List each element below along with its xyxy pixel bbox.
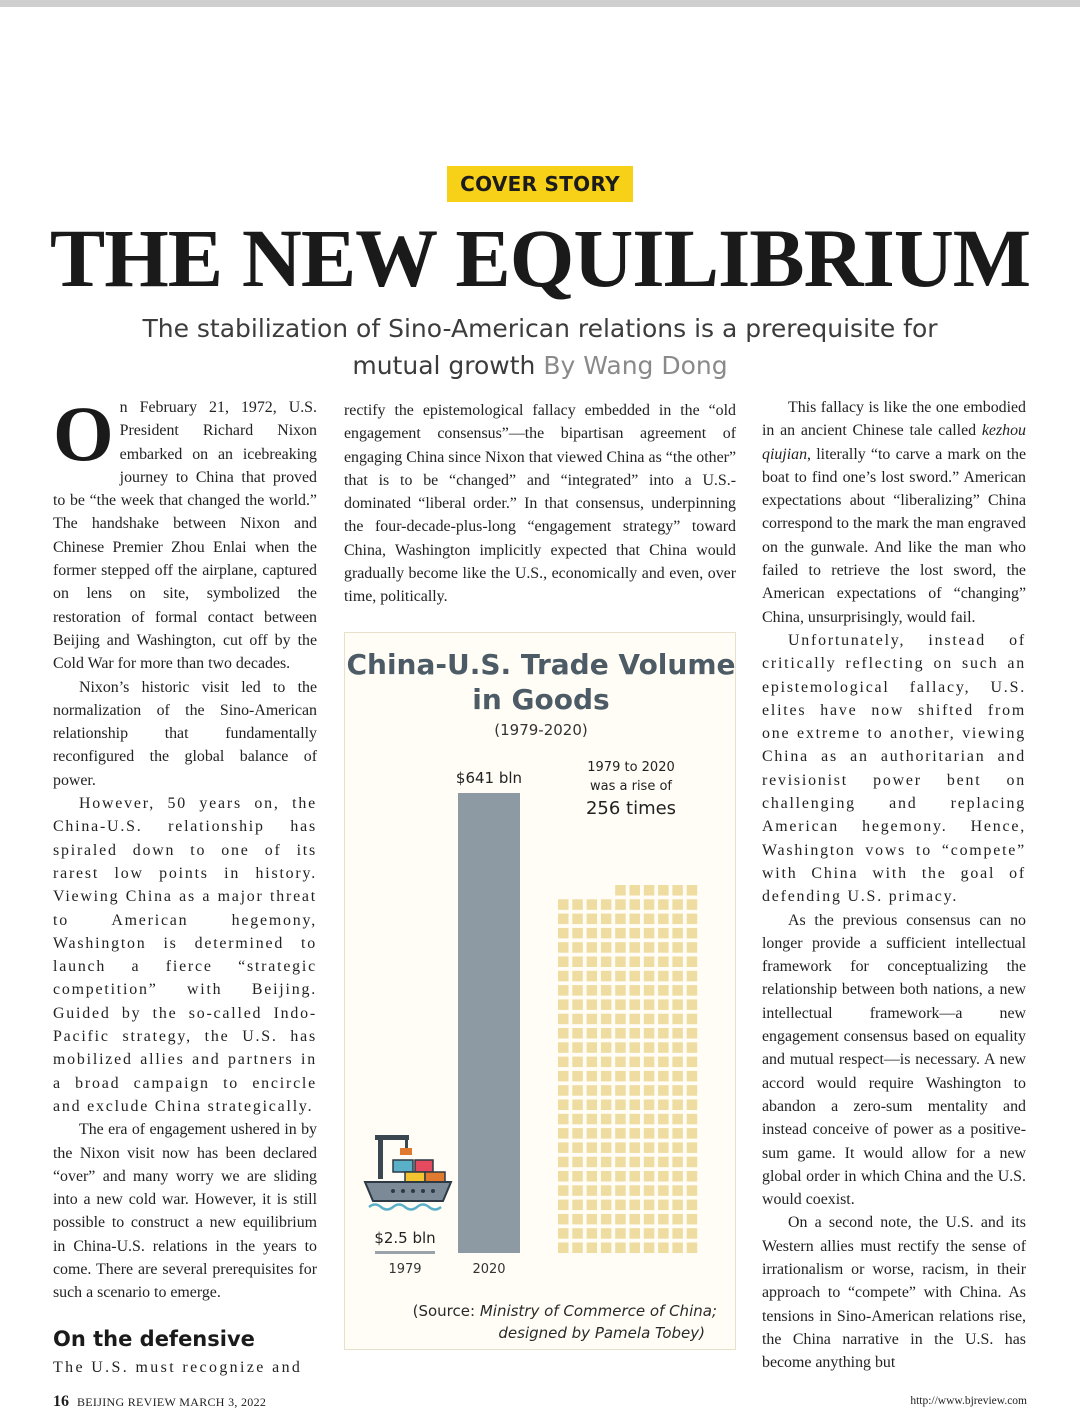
growth-block [644,942,655,953]
growth-block [587,1128,598,1139]
growth-block [644,1243,655,1254]
growth-block [687,914,698,925]
growth-block [601,1014,612,1024]
growth-block [587,1071,598,1082]
growth-block [601,1228,612,1239]
growth-block [587,1028,598,1039]
growth-block [687,999,698,1010]
growth-block [615,1214,626,1225]
growth-block [601,1085,612,1096]
growth-block [672,928,683,939]
growth-block [644,999,655,1010]
growth-block [672,1114,683,1125]
growth-block [658,914,669,925]
paragraph: The U.S. must recognize and [53,1358,303,1376]
article-column-2 [344,399,736,609]
growth-block [587,1100,598,1111]
growth-block [601,1171,612,1182]
growth-block [630,971,641,982]
growth-block [572,1114,583,1125]
growth-block [658,1243,669,1254]
paragraph: On a second note, the U.S. and its Western allies must rectify the sense of irrationalism or worse, racism, in their approach to “compete” with China. As tensions in Sino-American relations rise, the China narrative in the U.S. has become anything but [762,1214,1026,1372]
growth-block [630,1071,641,1082]
deck-text: The stabilization of Sino-American relations is a prerequisite for mutual growth [142,314,938,380]
growth-block [672,1057,683,1068]
growth-block [672,1142,683,1153]
deck [110,310,970,384]
growth-block [558,1042,569,1053]
growth-block [558,1014,569,1024]
growth-block [658,957,669,968]
paragraph-text: n February 21, 1972, U.S. President Richard Nixon embarked on an icebreaking journey to China that proved to be “the week that changed the world.” The handshake between Nixon and Chinese Premier Zhou Enlai when the former stepped off the airplane, captured on lens on site, symbolized the restoration of formal contact between Beijing and Washington, cut off by the Cold War for more than two decades. [53,399,317,673]
growth-block [658,1171,669,1182]
bar-2020 [458,793,520,1253]
publication-line: BEIJING REVIEW MARCH 3, 2022 [77,1395,267,1409]
growth-block [587,1142,598,1153]
growth-block [687,1214,698,1225]
growth-block [601,971,612,982]
growth-block [615,1100,626,1111]
growth-block [687,1071,698,1082]
growth-block [572,999,583,1010]
growth-block [630,1042,641,1053]
subheading: On the defensive [53,1326,255,1351]
cargo-ship-icon [365,1135,451,1210]
growth-block [601,957,612,968]
growth-block [630,928,641,939]
growth-block [615,1142,626,1153]
growth-block [558,1228,569,1239]
growth-block [572,1185,583,1196]
growth-block [687,1028,698,1039]
growth-block [601,1028,612,1039]
growth-block [615,914,626,925]
growth-block [558,1171,569,1182]
growth-block [658,1228,669,1239]
growth-block [558,1157,569,1168]
growth-block [587,899,598,910]
growth-block [615,985,626,996]
growth-block [644,1114,655,1125]
growth-block [644,1014,655,1024]
growth-block [558,1071,569,1082]
growth-block [558,971,569,982]
growth-block [601,1057,612,1068]
growth-block [601,928,612,939]
growth-block [630,1085,641,1096]
growth-block [672,1214,683,1225]
growth-block [658,1071,669,1082]
growth-block [615,1042,626,1053]
growth-block [644,1142,655,1153]
growth-block [687,1142,698,1153]
growth-block [687,971,698,982]
growth-block [587,1085,598,1096]
growth-block [672,1228,683,1239]
chart-plot [345,633,737,1351]
growth-block [601,1214,612,1225]
growth-block [615,1243,626,1254]
growth-block [672,1042,683,1053]
growth-block [644,1100,655,1111]
annotation-line: was a rise of [590,779,672,794]
growth-block [644,1028,655,1039]
growth-block [615,1157,626,1168]
growth-block [644,899,655,910]
growth-block [572,914,583,925]
growth-block [687,1014,698,1024]
growth-block [572,1028,583,1039]
growth-block [658,1014,669,1024]
paragraph [53,390,317,676]
growth-block [601,1100,612,1111]
x-tick-label: 2020 [472,1262,506,1277]
growth-block [572,1228,583,1239]
growth-block [658,1142,669,1153]
growth-block [601,1243,612,1254]
growth-block [558,1057,569,1068]
growth-block [615,899,626,910]
growth-block [644,957,655,968]
growth-block [687,899,698,910]
growth-block [572,1214,583,1225]
growth-block [672,1028,683,1039]
growth-block [672,1014,683,1024]
growth-block [558,1243,569,1254]
growth-block [644,971,655,982]
growth-block [687,1100,698,1111]
bar-1979 [375,1251,435,1254]
growth-block [615,1057,626,1068]
chinese-term: kezhou qiujian [762,422,1026,463]
growth-block [630,1100,641,1111]
section-kicker: COVER STORY [447,166,633,202]
growth-block [587,957,598,968]
growth-block [658,1114,669,1125]
growth-block [615,1200,626,1211]
growth-block [587,1114,598,1125]
growth-block [572,1014,583,1024]
growth-block [672,914,683,925]
growth-block [630,1228,641,1239]
growth-block [644,1171,655,1182]
byline: By Wang Dong [543,351,728,380]
growth-block [572,985,583,996]
growth-block [644,985,655,996]
growth-block [630,1157,641,1168]
growth-block [658,1100,669,1111]
growth-block [644,885,655,896]
growth-block [587,985,598,996]
growth-block [644,1042,655,1053]
growth-block [601,999,612,1010]
growth-block [672,957,683,968]
growth-block [687,942,698,953]
growth-block [572,928,583,939]
growth-block [615,957,626,968]
growth-block [587,1042,598,1053]
designer-note: designed by Pamela Tobey) [498,1324,705,1342]
growth-block [615,1185,626,1196]
growth-block [601,899,612,910]
growth-block [672,1128,683,1139]
growth-block [601,1128,612,1139]
growth-block [658,1028,669,1039]
page-footer [53,1393,1027,1415]
growth-block [558,1200,569,1211]
growth-block [587,971,598,982]
growth-block [658,942,669,953]
growth-block [615,999,626,1010]
growth-block [658,971,669,982]
growth-block [644,1057,655,1068]
growth-block [644,1200,655,1211]
growth-block [644,914,655,925]
chart-title: China-U.S. Trade Volume in Goods [346,648,736,716]
growth-block [630,1171,641,1182]
growth-block [587,914,598,925]
x-tick-label: 1979 [388,1262,422,1277]
growth-block [558,914,569,925]
growth-block [601,1200,612,1211]
growth-block [558,1185,569,1196]
growth-block [615,885,626,896]
growth-block [672,971,683,982]
paragraph: This fallacy is like the one embodied in an ancient Chinese tale called kezhou qiujian, literally “to carve a mark on the boat to find one’s lost sword.” American expectations about “liberalizing” China correspond to the mark the man engraved on the gunwale. And like the man who failed to retrieve the lost sword, the American expectations of “changing” China, unsurprisingly, would fail. [762,399,1026,626]
growth-block [672,1200,683,1211]
growth-block [615,1028,626,1039]
growth-block [601,1185,612,1196]
growth-block [630,1028,641,1039]
growth-block [630,1200,641,1211]
annotation-line: 1979 to 2020 [587,760,675,775]
growth-block [644,928,655,939]
growth-block [644,1071,655,1082]
growth-block [687,957,698,968]
growth-block [572,1128,583,1139]
bar-value-label: $641 bln [455,769,523,787]
growth-block [672,1085,683,1096]
paragraph: Unfortunately, instead of critically reflecting on such an epistemological fallacy, U.S. elites have now shifted from one extreme to another, viewing China as an authoritarian and revisionist power bent on challenging and replacing American hegemony. Hence, Washington vows to “compete” with China with the goal of defending U.S. primacy. [762,631,1026,906]
growth-block [587,1243,598,1254]
growth-block [601,985,612,996]
trade-volume-chart [344,632,736,1350]
growth-block [587,1200,598,1211]
growth-block [615,1171,626,1182]
growth-block [558,899,569,910]
growth-block [658,985,669,996]
growth-block [630,999,641,1010]
growth-block [644,1228,655,1239]
growth-block [587,942,598,953]
growth-block [630,942,641,953]
bar-value-label: $2.5 bln [374,1229,436,1247]
growth-block [558,1100,569,1111]
growth-block [630,1185,641,1196]
growth-block [558,942,569,953]
growth-block [601,1114,612,1125]
growth-block [687,1228,698,1239]
growth-block [587,928,598,939]
growth-block [644,1157,655,1168]
top-rule [0,0,1080,7]
growth-block [615,1228,626,1239]
growth-block [615,928,626,939]
growth-block [558,1214,569,1225]
growth-block [558,957,569,968]
growth-block [558,985,569,996]
growth-block [672,1071,683,1082]
growth-block [572,1142,583,1153]
growth-block [687,1185,698,1196]
growth-block [672,1157,683,1168]
growth-block [587,1057,598,1068]
growth-block [672,899,683,910]
growth-block [601,1142,612,1153]
source-note: (Source: Ministry of Commerce of China; [412,1302,717,1320]
paragraph: Nixon’s historic visit led to the normalization of the Sino-American relationship that fundamentally reconfigured the global balance of power. [53,678,317,789]
article-column-3 [762,396,1026,1374]
growth-block [572,1085,583,1096]
growth-block [658,1042,669,1053]
growth-block [601,942,612,953]
growth-block [572,899,583,910]
growth-block [572,1057,583,1068]
growth-block [672,999,683,1010]
growth-block [558,1142,569,1153]
growth-block [572,1071,583,1082]
growth-block [572,1042,583,1053]
growth-block [615,1071,626,1082]
growth-block [672,985,683,996]
chart-subtitle: (1979-2020) [494,721,588,739]
growth-block [601,1071,612,1082]
growth-block [658,1157,669,1168]
growth-block [601,1157,612,1168]
growth-block [672,1243,683,1254]
growth-block [615,971,626,982]
growth-block [558,1114,569,1125]
growth-block [615,942,626,953]
growth-block [587,1185,598,1196]
growth-block [615,1014,626,1024]
paragraph: The era of engagement ushered in by the Nixon visit now has been declared “over” and many worry we are sliding into a new cold war. However, it is still possible to construct a new equilibrium in China-U.S. relations in the years to come. There are several prerequisites for such a scenario to emerge. [53,1121,317,1302]
growth-block [672,885,683,896]
growth-block [644,1214,655,1225]
growth-block [644,1128,655,1139]
growth-block [630,899,641,910]
growth-block [687,1085,698,1096]
growth-block [601,1042,612,1053]
headline: THE NEW EQUILIBRIUM [49,212,1031,304]
growth-block [630,885,641,896]
annotation-emphasis: 256 times [585,798,677,819]
growth-block [572,971,583,982]
growth-block [630,1142,641,1153]
growth-block [630,1243,641,1254]
growth-block [587,1157,598,1168]
growth-block [687,1042,698,1053]
article-column-1 [53,390,317,1379]
growth-block [672,1171,683,1182]
growth-block [615,1085,626,1096]
growth-block [630,914,641,925]
growth-block [572,1100,583,1111]
growth-block [630,1114,641,1125]
growth-block [687,1128,698,1139]
growth-block [658,1214,669,1225]
growth-block [630,1057,641,1068]
growth-block [687,1057,698,1068]
growth-block [687,1243,698,1254]
growth-block [615,1114,626,1125]
growth-block [658,899,669,910]
paragraph: However, 50 years on, the China-U.S. relationship has spiraled down to one of its rarest low points in history. Viewing China as a major threat to American hegemony, Washington is determined to launch a fierce “strategic competition” with Beijing. Guided by the so-called Indo-Pacific strategy, the U.S. has mobilized allies and partners in a broad campaign to encircle and exclude China strategically. [53,795,317,1115]
growth-block [687,985,698,996]
growth-block [630,957,641,968]
growth-block [658,1057,669,1068]
growth-block [601,914,612,925]
growth-block [687,1200,698,1211]
growth-block [587,1014,598,1024]
growth-block [572,957,583,968]
growth-block [687,885,698,896]
growth-block [572,1171,583,1182]
growth-block [587,1214,598,1225]
growth-block [658,885,669,896]
growth-block [644,1185,655,1196]
growth-block [572,1243,583,1254]
growth-block [658,928,669,939]
growth-block [558,999,569,1010]
growth-block [687,1157,698,1168]
page-number: 16 [53,1393,69,1410]
drop-cap: O [53,390,114,477]
growth-block [672,942,683,953]
footer-url: http://www.bjreview.com [910,1395,1027,1407]
growth-block [630,1214,641,1225]
growth-block [615,1128,626,1139]
growth-block [558,1085,569,1096]
growth-block [587,1171,598,1182]
growth-block [658,1200,669,1211]
growth-block [672,1185,683,1196]
growth-block [658,999,669,1010]
growth-block [572,1200,583,1211]
growth-block [658,1128,669,1139]
growth-block [672,1100,683,1111]
growth-block [687,928,698,939]
growth-block [630,985,641,996]
growth-block [687,1114,698,1125]
growth-block [558,928,569,939]
growth-block [658,1185,669,1196]
growth-block [644,1085,655,1096]
growth-block [587,1228,598,1239]
growth-block [572,942,583,953]
growth-block [658,1085,669,1096]
growth-block [558,1028,569,1039]
growth-block [572,1157,583,1168]
paragraph: As the previous consensus can no longer provide a sufficient intellectual framework for conceptualizing the relationship between both nations, a new intellectual framework—a new engagement consensus based on equality and mutual respect—is necessary. A new accord would require Washington to abandon a zero-sum mentality and instead conceive of power as a positive-sum game. It would allow for a new global order in which China and the U.S. would coexist. [762,911,1026,1209]
growth-block [587,999,598,1010]
growth-block [558,1128,569,1139]
paragraph: rectify the epistemological fallacy embedded in the “old engagement consensus”—the bipartisan agreement of engaging China since Nixon that viewed China as “the other” that is to be “changed” and “integrated” into a U.S.-dominated “liberal order.” In that consensus, underpinning the four-decade-plus-long “engagement strategy” toward China, Washington implicitly expected that China would gradually become like the U.S., economically and even, over time, politically. [344,402,736,606]
growth-block [630,1014,641,1024]
growth-block [630,1128,641,1139]
growth-block [687,1171,698,1182]
